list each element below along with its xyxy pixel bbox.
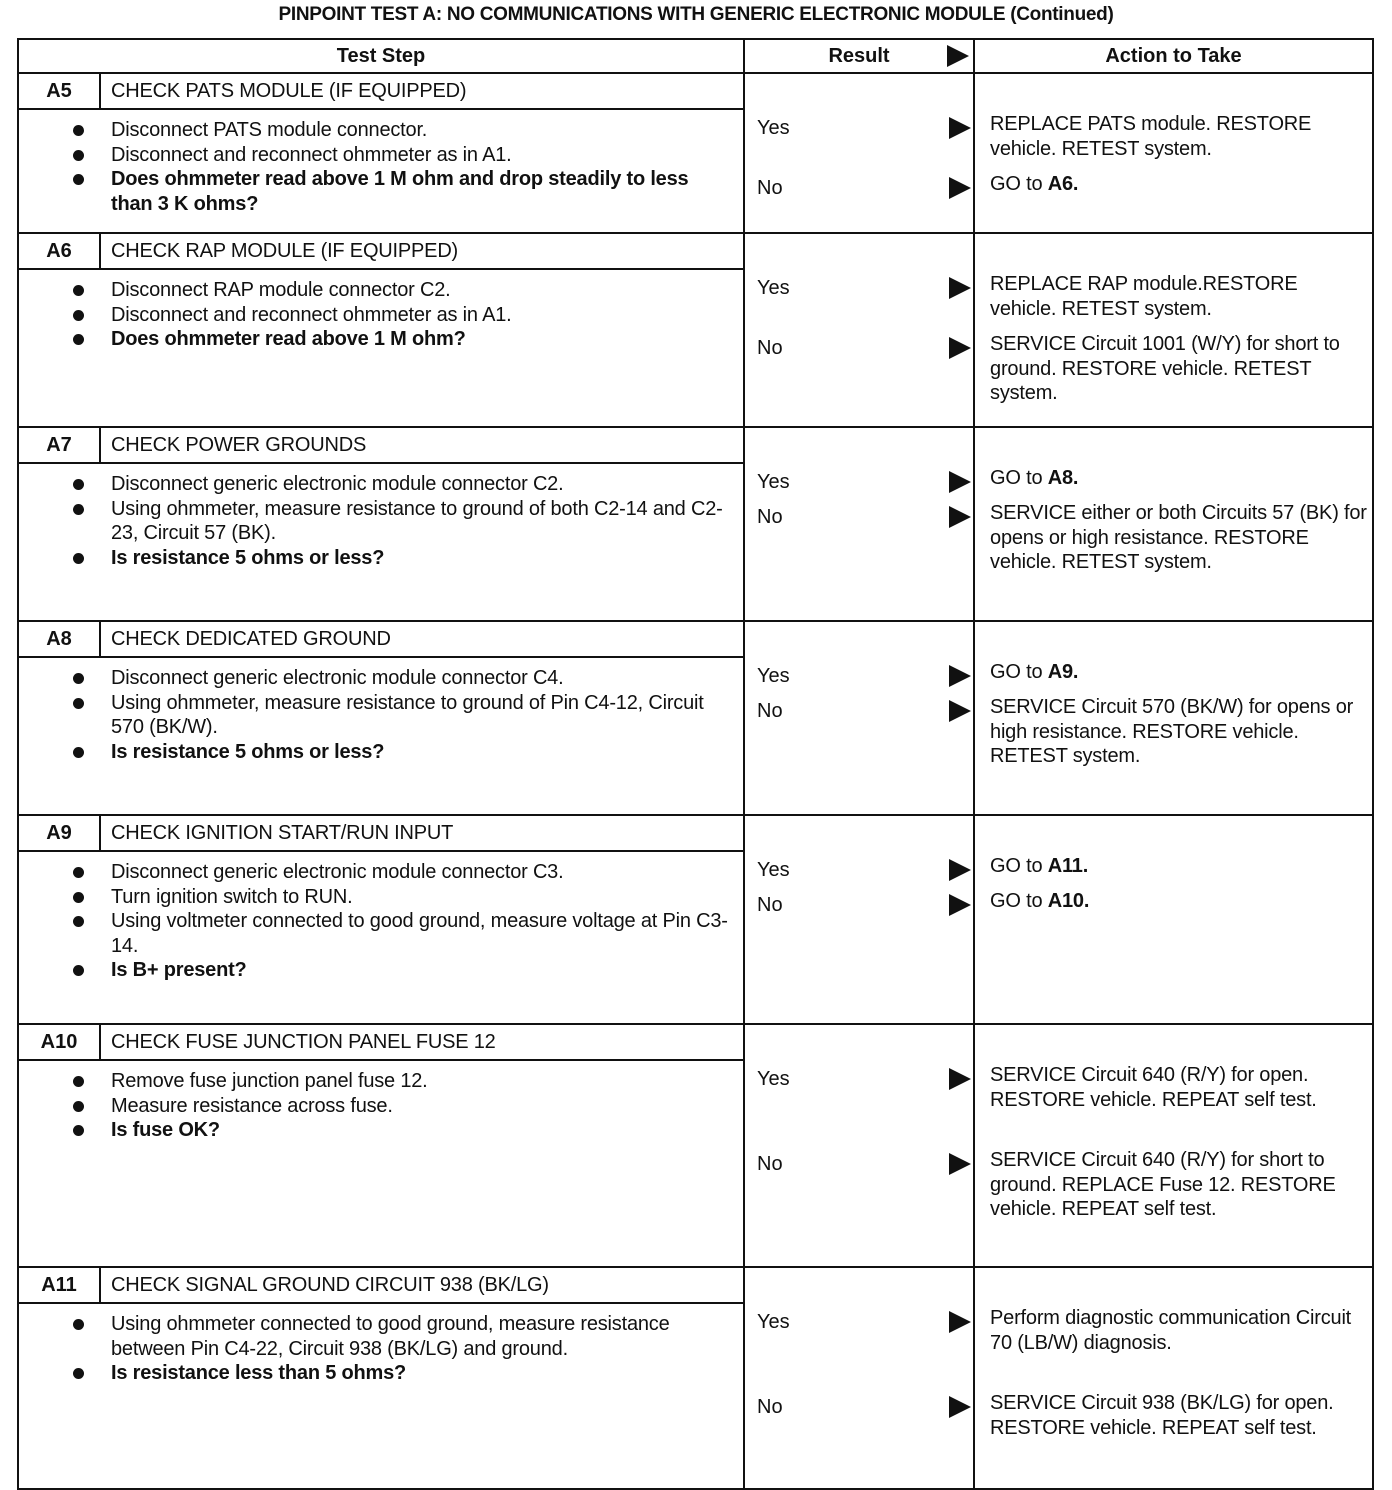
action-description: SERVICE Circuit 640 (R/Y) for short to ground. REPLACE Fuse 12. RESTORE vehicle. REPEAT self test. (990, 1149, 1336, 1220)
action-text (990, 1063, 1368, 1112)
instruction-item: Using ohmmeter connected to good ground, measure resistance between Pin C4-22, Circuit 938 (BK/LG) and ground. (111, 1312, 735, 1361)
table-header-row (18, 39, 1373, 73)
arrow-right-icon (947, 45, 969, 67)
step-title-row (18, 73, 1373, 109)
result-cell (744, 815, 974, 1024)
result-cell (744, 233, 974, 427)
step-instructions (18, 1303, 744, 1489)
arrow-right-icon (949, 1396, 971, 1418)
step-instructions (18, 269, 744, 427)
pinpoint-test-table (17, 38, 1374, 1490)
goto-step-ref: A6. (1047, 173, 1079, 195)
action-description: REPLACE RAP module.RESTORE vehicle. RETEST system. (990, 273, 1298, 320)
arrow-right-icon (949, 277, 971, 299)
test-question: Does ohmmeter read above 1 M ohm? (111, 327, 735, 352)
instruction-list (19, 1312, 735, 1386)
step-id: A9 (18, 815, 100, 851)
instruction-list (19, 278, 735, 352)
goto-step-ref: A9. (1047, 661, 1079, 683)
instruction-item: Measure resistance across fuse. (111, 1094, 735, 1119)
step-title: CHECK IGNITION START/RUN INPUT (100, 815, 744, 851)
result-label: Yes (757, 859, 790, 881)
action-text (990, 695, 1368, 769)
action-text (990, 332, 1368, 406)
arrow-right-icon (949, 1068, 971, 1090)
action-text (990, 501, 1368, 575)
step-id: A7 (18, 427, 100, 463)
instruction-item: Turn ignition switch to RUN. (111, 885, 735, 910)
test-question: Is resistance less than 5 ohms? (111, 1361, 735, 1386)
action-text (990, 172, 1368, 197)
arrow-right-icon (949, 177, 971, 199)
result-label: Yes (757, 277, 790, 299)
result-no (757, 505, 973, 529)
result-yes (757, 1310, 973, 1334)
result-label: No (757, 894, 783, 916)
step-title: CHECK POWER GROUNDS (100, 427, 744, 463)
result-no (757, 336, 973, 360)
result-no (757, 699, 973, 723)
result-cell (744, 1267, 974, 1489)
step-title-row (18, 233, 1373, 269)
instruction-item: Disconnect RAP module connector C2. (111, 278, 735, 303)
action-description: GO to (990, 467, 1048, 489)
goto-step-ref: A11. (1047, 855, 1089, 877)
step-instructions (18, 463, 744, 621)
instruction-item: Disconnect PATS module connector. (111, 118, 735, 143)
result-label: Yes (757, 665, 790, 687)
step-title-row (18, 1267, 1373, 1303)
action-description: REPLACE PATS module. RESTORE vehicle. RETEST system. (990, 113, 1312, 160)
arrow-right-icon (949, 1153, 971, 1175)
step-instructions (18, 109, 744, 233)
step-title: CHECK DEDICATED GROUND (100, 621, 744, 657)
step-title-row (18, 815, 1373, 851)
action-description: Perform diagnostic communication Circuit 70 (LB/W) diagnosis. (990, 1307, 1352, 1354)
result-no (757, 893, 973, 917)
action-description: SERVICE Circuit 1001 (W/Y) for short to ground. RESTORE vehicle. RETEST system. (990, 333, 1340, 404)
action-text (990, 889, 1368, 914)
instruction-item: Using ohmmeter, measure resistance to ground of both C2-14 and C2-23, Circuit 57 (BK). (111, 497, 735, 546)
table-body (18, 73, 1373, 1489)
step-title-row (18, 621, 1373, 657)
result-label: Yes (757, 1311, 790, 1333)
instruction-item: Disconnect and reconnect ohmmeter as in A1. (111, 303, 735, 328)
action-description: SERVICE Circuit 570 (BK/W) for opens or high resistance. RESTORE vehicle. RETEST system. (990, 696, 1354, 767)
result-label: No (757, 506, 783, 528)
arrow-right-icon (949, 859, 971, 881)
arrow-right-icon (949, 700, 971, 722)
test-question: Is resistance 5 ohms or less? (111, 546, 735, 571)
result-cell (744, 427, 974, 621)
action-cell (974, 233, 1373, 427)
step-title: CHECK FUSE JUNCTION PANEL FUSE 12 (100, 1024, 744, 1060)
action-text (990, 660, 1368, 685)
instruction-item: Using ohmmeter, measure resistance to ground of Pin C4-12, Circuit 570 (BK/W). (111, 691, 735, 740)
result-label: No (757, 337, 783, 359)
step-id: A11 (18, 1267, 100, 1303)
page-title: PINPOINT TEST A: NO COMMUNICATIONS WITH GENERIC ELECTRONIC MODULE (Continued) (278, 4, 1114, 25)
action-description: SERVICE Circuit 938 (BK/LG) for open. RESTORE vehicle. REPEAT self test. (990, 1392, 1334, 1439)
result-label: Yes (757, 117, 790, 139)
result-cell (744, 621, 974, 815)
result-yes (757, 470, 973, 494)
header-test-step: Test Step (18, 39, 744, 73)
action-description: SERVICE Circuit 640 (R/Y) for open. RESTORE vehicle. REPEAT self test. (990, 1064, 1317, 1111)
result-label: No (757, 1396, 783, 1418)
result-label: No (757, 177, 783, 199)
step-title-row (18, 1024, 1373, 1060)
step-title-row (18, 427, 1373, 463)
header-result-label: Result (828, 44, 890, 67)
instruction-list (19, 118, 735, 216)
result-label: Yes (757, 1068, 790, 1090)
action-text (990, 1148, 1368, 1222)
result-no (757, 1395, 973, 1419)
result-cell (744, 1024, 974, 1267)
action-description: GO to (990, 855, 1048, 877)
step-id: A8 (18, 621, 100, 657)
action-description: SERVICE either or both Circuits 57 (BK) for opens or high resistance. RESTORE vehicle. RETEST system. (990, 502, 1367, 573)
result-label: No (757, 1153, 783, 1175)
instruction-item: Using voltmeter connected to good ground, measure voltage at Pin C3-14. (111, 909, 735, 958)
instruction-list (19, 860, 735, 983)
action-text (990, 272, 1368, 321)
result-yes (757, 1067, 973, 1091)
goto-step-ref: A8. (1047, 467, 1079, 489)
action-description: GO to (990, 890, 1048, 912)
test-question: Is fuse OK? (111, 1118, 735, 1143)
result-label: Yes (757, 471, 790, 493)
instruction-item: Remove fuse junction panel fuse 12. (111, 1069, 735, 1094)
header-result (744, 39, 974, 73)
result-yes (757, 116, 973, 140)
result-yes (757, 276, 973, 300)
action-text (990, 112, 1368, 161)
instruction-item: Disconnect generic electronic module connector C4. (111, 666, 735, 691)
test-question: Is resistance 5 ohms or less? (111, 740, 735, 765)
action-text (990, 1306, 1368, 1355)
step-title: CHECK PATS MODULE (IF EQUIPPED) (100, 73, 744, 109)
action-cell (974, 427, 1373, 621)
instruction-item: Disconnect and reconnect ohmmeter as in A1. (111, 143, 735, 168)
action-text (990, 854, 1368, 879)
step-title: CHECK SIGNAL GROUND CIRCUIT 938 (BK/LG) (100, 1267, 744, 1303)
header-action: Action to Take (974, 39, 1373, 73)
arrow-right-icon (949, 665, 971, 687)
result-cell (744, 73, 974, 233)
action-text (990, 1391, 1368, 1440)
step-id: A10 (18, 1024, 100, 1060)
action-cell (974, 1267, 1373, 1489)
result-no (757, 1152, 973, 1176)
result-yes (757, 858, 973, 882)
action-cell (974, 815, 1373, 1024)
action-description: GO to (990, 661, 1048, 683)
arrow-right-icon (949, 471, 971, 493)
action-cell (974, 73, 1373, 233)
step-title: CHECK RAP MODULE (IF EQUIPPED) (100, 233, 744, 269)
arrow-right-icon (949, 506, 971, 528)
action-text (990, 466, 1368, 491)
arrow-right-icon (949, 894, 971, 916)
step-id: A6 (18, 233, 100, 269)
result-yes (757, 664, 973, 688)
test-question: Does ohmmeter read above 1 M ohm and drop steadily to less than 3 K ohms? (111, 167, 735, 216)
step-instructions (18, 1060, 744, 1267)
action-cell (974, 621, 1373, 815)
instruction-list (19, 472, 735, 570)
test-question: Is B+ present? (111, 958, 735, 983)
result-label: No (757, 700, 783, 722)
arrow-right-icon (949, 117, 971, 139)
action-cell (974, 1024, 1373, 1267)
instruction-list (19, 666, 735, 764)
step-id: A5 (18, 73, 100, 109)
instruction-item: Disconnect generic electronic module connector C2. (111, 472, 735, 497)
result-no (757, 176, 973, 200)
action-description: GO to (990, 173, 1048, 195)
step-instructions (18, 657, 744, 815)
arrow-right-icon (949, 1311, 971, 1333)
goto-step-ref: A10. (1047, 890, 1090, 912)
step-instructions (18, 851, 744, 1024)
instruction-item: Disconnect generic electronic module connector C3. (111, 860, 735, 885)
instruction-list (19, 1069, 735, 1143)
arrow-right-icon (949, 337, 971, 359)
